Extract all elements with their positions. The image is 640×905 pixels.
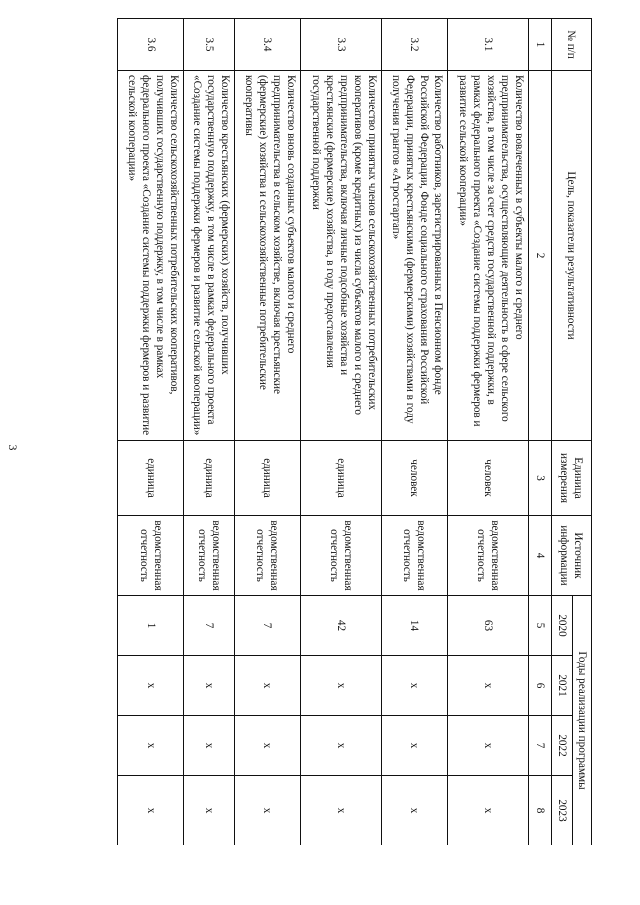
value-2023: х <box>447 776 528 846</box>
indicator-text: Количество принятых членов сельскохозяйственных потребительских кооперативов (кроме кредитных) из числа субъектов малого и среднего предпринимательства, включая личные подсобные хозяйства и крестьянские (фермерские) хозяйства, в году предоставления государственной поддержки <box>300 71 381 441</box>
row-number: 3.3 <box>300 19 381 71</box>
table-rotator <box>117 18 592 845</box>
header-year-2021: 2021 <box>552 656 573 716</box>
value-2023: х <box>184 776 235 846</box>
table-row <box>118 19 184 846</box>
header-unit: Единица измерения <box>552 441 592 516</box>
value-2023: х <box>234 776 300 846</box>
table-row <box>184 19 235 846</box>
column-number: 1 <box>529 19 552 71</box>
unit-cell: единица <box>300 441 381 516</box>
unit-cell: единица <box>234 441 300 516</box>
value-2023: х <box>118 776 184 846</box>
unit-cell: человек <box>381 441 447 516</box>
value-2022: х <box>447 716 528 776</box>
value-2020: 7 <box>184 596 235 656</box>
unit-cell: единица <box>184 441 235 516</box>
source-cell: ведомственная отчетность <box>234 516 300 596</box>
header-goal: Цель, показатели результативности <box>552 71 592 441</box>
unit-cell: единица <box>118 441 184 516</box>
header-year-2023: 2023 <box>552 776 573 846</box>
value-2021: х <box>184 656 235 716</box>
column-number: 4 <box>529 516 552 596</box>
header-no: № п/п <box>552 19 592 71</box>
value-2022: х <box>184 716 235 776</box>
column-number: 3 <box>529 441 552 516</box>
row-number: 3.6 <box>118 19 184 71</box>
value-2022: х <box>381 716 447 776</box>
value-2020: 1 <box>118 596 184 656</box>
table-row <box>300 19 381 846</box>
indicator-text: Количество крестьянских (фермерских) хозяйств, получивших государственную поддержку, в том числе в рамках федерального проекта «Создание системы поддержки фермеров и развитие сельской кооперации» <box>184 71 235 441</box>
indicators-table <box>117 18 592 845</box>
column-number: 2 <box>529 71 552 441</box>
row-number: 3.5 <box>184 19 235 71</box>
indicator-text: Количество вовлеченных в субъекты малого и среднего предпринимательства, осуществляющие деятельность в сфере сельского хозяйства, в том числе за счет средств государственной поддержки, в рамках федерального проекта «Создание системы поддержки фермеров и развитие сельской кооперации» <box>447 71 528 441</box>
row-number: 3.2 <box>381 19 447 71</box>
source-cell: ведомственная отчетность <box>447 516 528 596</box>
value-2023: х <box>381 776 447 846</box>
unit-cell: человек <box>447 441 528 516</box>
header-year-2022: 2022 <box>552 716 573 776</box>
indicator-text: Количество работников, зарегистрированных в Пенсионном фонде Российской Федерации, Фонде социального страхования Российской Федерации, принятых крестьянскими (фермерскими) хозяйствами в году получения грантов «Агростартап» <box>381 71 447 441</box>
page-number: 3 <box>6 444 20 451</box>
header-years-group: Годы реализации программы <box>573 596 592 846</box>
indicator-text: Количество сельскохозяйственных потребительских кооперативов, получивших государственную поддержку, в том числе в рамках федерального проекта «Создание системы поддержки фермеров и развитие сельской кооперации» <box>118 71 184 441</box>
source-cell: ведомственная отчетность <box>184 516 235 596</box>
table-row <box>234 19 300 846</box>
value-2022: х <box>300 716 381 776</box>
column-numbers-row <box>529 19 552 846</box>
value-2020: 42 <box>300 596 381 656</box>
header-year-2020: 2020 <box>552 596 573 656</box>
value-2021: х <box>118 656 184 716</box>
row-number: 3.1 <box>447 19 528 71</box>
value-2022: х <box>234 716 300 776</box>
column-number: 6 <box>529 656 552 716</box>
value-2020: 14 <box>381 596 447 656</box>
value-2021: х <box>300 656 381 716</box>
column-number: 7 <box>529 716 552 776</box>
rotated-table-container <box>117 18 592 845</box>
value-2021: х <box>381 656 447 716</box>
column-number: 5 <box>529 596 552 656</box>
value-2021: х <box>447 656 528 716</box>
value-2021: х <box>234 656 300 716</box>
value-2023: х <box>300 776 381 846</box>
source-cell: ведомственная отчетность <box>381 516 447 596</box>
table-row <box>447 19 528 846</box>
source-cell: ведомственная отчетность <box>300 516 381 596</box>
source-cell: ведомственная отчетность <box>118 516 184 596</box>
column-number: 8 <box>529 776 552 846</box>
value-2020: 7 <box>234 596 300 656</box>
row-number: 3.4 <box>234 19 300 71</box>
value-2020: 63 <box>447 596 528 656</box>
header-source: Источник информации <box>552 516 592 596</box>
table-row <box>381 19 447 846</box>
indicator-text: Количество вновь созданных субъектов малого и среднего предпринимательства в сельском хозяйстве, включая крестьянские (фермерские) хозяйства и сельскохозяйственные потребительские кооперативы <box>234 71 300 441</box>
value-2022: х <box>118 716 184 776</box>
